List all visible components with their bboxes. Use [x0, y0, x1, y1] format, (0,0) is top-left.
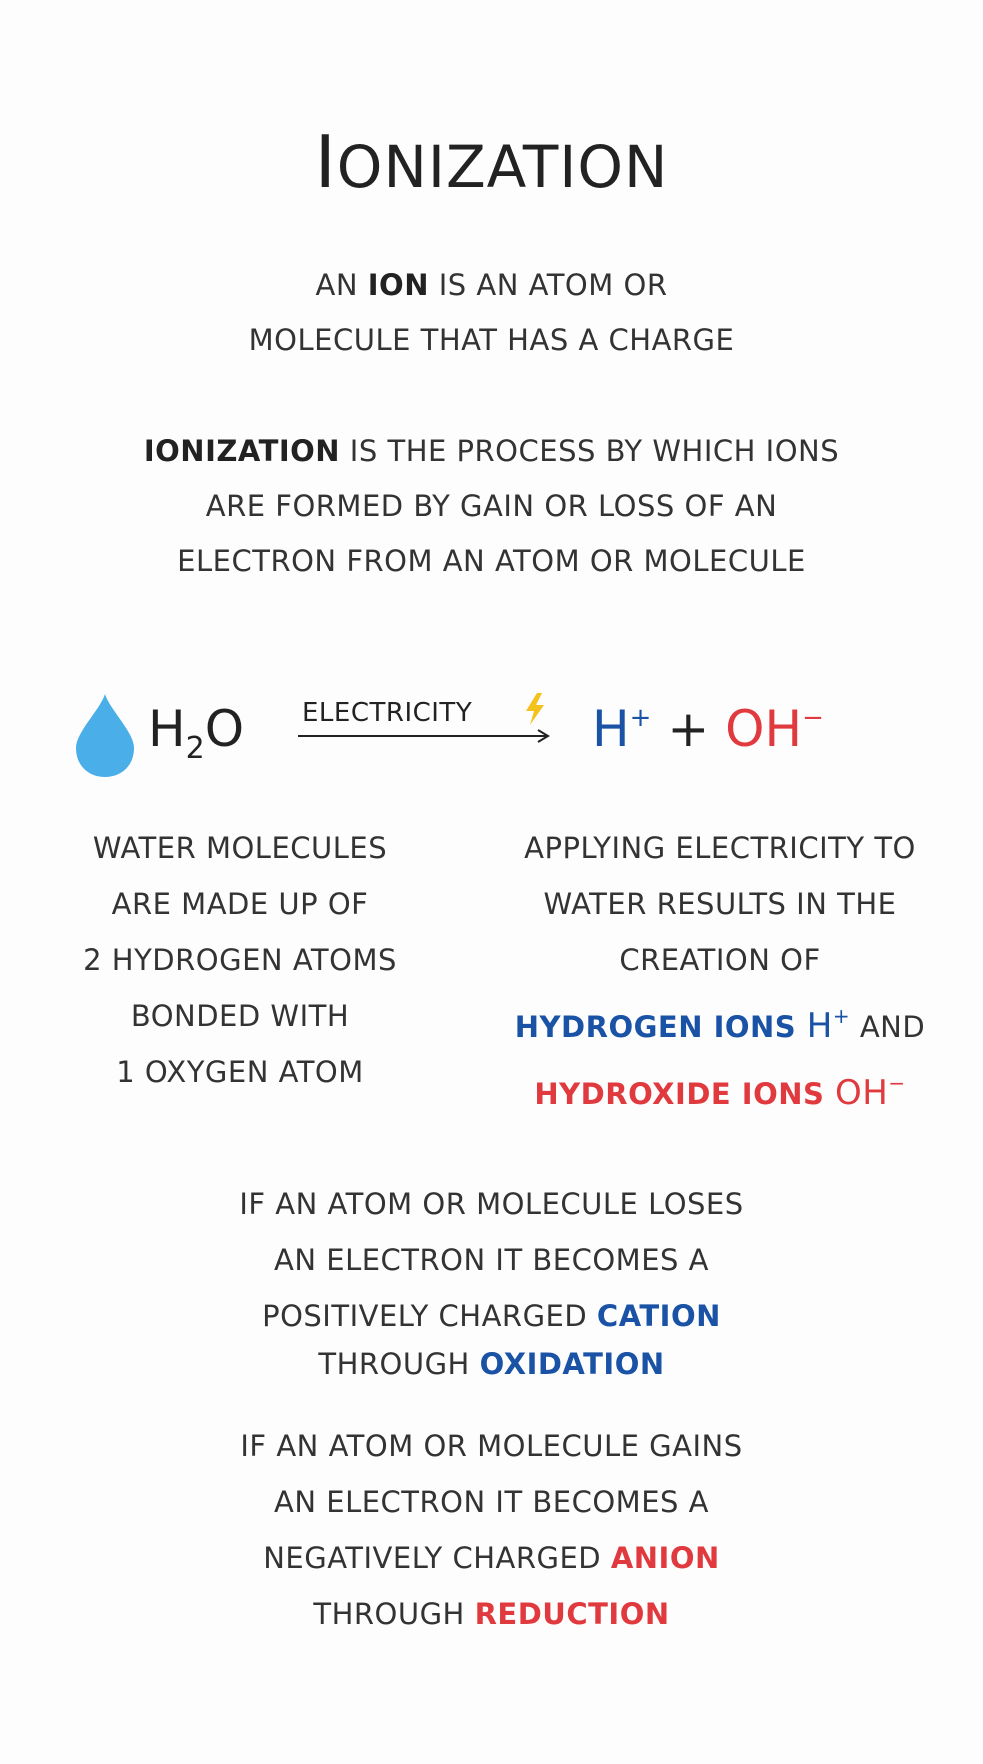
oxidation-line-1: IF AN ATOM OR MOLECULE LOSES	[239, 1187, 744, 1221]
left-line-1: WATER MOLECULES	[92, 831, 388, 865]
reduction-line-4: THROUGH REDUCTION	[313, 1597, 670, 1631]
ionization-definition-line2: ARE FORMED BY GAIN OR LOSS OF AN	[205, 489, 778, 523]
left-line-4: BONDED WITH	[130, 999, 350, 1033]
cation-term: CATION	[596, 1299, 721, 1333]
ion-definition	[0, 258, 983, 368]
oxidation-explanation	[0, 1176, 983, 1392]
ion-definition-line2: MOLECULE THAT HAS A CHARGE	[248, 323, 735, 357]
oxidation-line-2: AN ELECTRON IT BECOMES A	[274, 1243, 709, 1277]
right-line-3: CREATION OF	[619, 943, 821, 977]
water-drop-icon	[70, 690, 140, 780]
arrow-label: ELECTRICITY	[302, 698, 473, 728]
title-rest: ONIZATION	[336, 133, 669, 201]
title-initial: I	[314, 120, 337, 204]
reduction-term: REDUCTION	[474, 1597, 670, 1631]
ion-term: ION	[367, 268, 429, 302]
reactant-water: $H_2O$	[148, 700, 245, 766]
page-title	[0, 120, 983, 204]
ionization-term: IONIZATION	[143, 434, 341, 468]
product-hydrogen-ion: H+	[592, 700, 652, 758]
lightning-bolt-icon	[522, 692, 548, 726]
electricity-description	[480, 820, 960, 1122]
water-molecule-description	[20, 820, 460, 1100]
left-line-2: ARE MADE UP OF	[111, 887, 369, 921]
right-line-2: WATER RESULTS IN THE	[543, 887, 897, 921]
product-hydroxide-ion: OH−	[725, 700, 824, 758]
ionization-definition-line1: IONIZATION IS THE PROCESS BY WHICH IONS	[143, 434, 840, 468]
ion-definition-line1: AN ION IS AN ATOM OR	[315, 268, 668, 302]
right-line-1: APPLYING ELECTRICITY TO	[524, 831, 916, 865]
ionization-definition-line3: ELECTRON FROM AN ATOM OR MOLECULE	[177, 544, 806, 578]
anion-term: ANION	[610, 1541, 720, 1575]
left-line-3: 2 HYDROGEN ATOMS	[83, 943, 397, 977]
ionization-definition	[0, 424, 983, 589]
oxidation-line-4: THROUGH OXIDATION	[318, 1347, 665, 1381]
plus-sign: +	[667, 700, 710, 758]
reaction-arrow	[296, 726, 556, 746]
right-line-5: HYDROXIDE IONS OH−	[534, 1071, 906, 1113]
right-line-4: HYDROGEN IONS H+ AND	[514, 1004, 926, 1046]
reduction-line-1: IF AN ATOM OR MOLECULE GAINS	[240, 1429, 743, 1463]
oxidation-line-3: POSITIVELY CHARGED CATION	[262, 1299, 721, 1333]
left-line-5: 1 OXYGEN ATOM	[116, 1055, 364, 1089]
reduction-line-2: AN ELECTRON IT BECOMES A	[274, 1485, 709, 1519]
oxidation-term: OXIDATION	[479, 1347, 665, 1381]
reduction-explanation	[0, 1418, 983, 1642]
reduction-line-3: NEGATIVELY CHARGED ANION	[263, 1541, 720, 1575]
equation-products	[592, 700, 824, 758]
